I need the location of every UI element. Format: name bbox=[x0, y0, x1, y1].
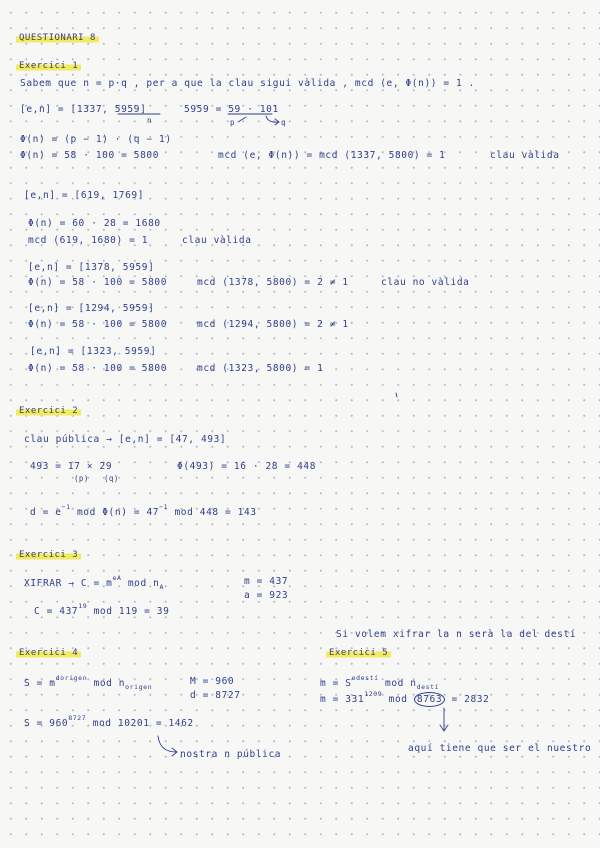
ex5-heading: Exercici 5 bbox=[326, 648, 391, 658]
ex1-c4-en: [e,n] = [1294, 5959] bbox=[28, 303, 155, 314]
ex1-c5-mcd: mcd (1323, 5800) = 1 bbox=[197, 363, 324, 374]
ex2-fact: 493 = 17 × 29 bbox=[30, 461, 113, 472]
ex3-heading: Exercici 3 bbox=[16, 550, 81, 560]
ex2-line1: clau pública → [e,n] = [47, 493] bbox=[24, 434, 227, 445]
ex4-calc: $S = 960^{8727}$ mod 10201 = 1462 bbox=[24, 714, 194, 730]
ex2-p-mark: (p) bbox=[74, 474, 89, 483]
ex1-c3-mcd: mcd (1378, 5800) = 2 ≠ 1 bbox=[197, 277, 349, 288]
ex1-c3-phi: Φ(n) = 58 · 100 = 5800 bbox=[28, 277, 168, 288]
ex5-calc: $m = 331^{1209}$ mod 8763 = 2832 bbox=[320, 690, 490, 706]
ex1-c4-phi: Φ(n) = 58 · 100 = 5800 bbox=[28, 319, 168, 330]
ex1-c1-p-mark: p bbox=[230, 118, 235, 127]
arrow-ex5-icon bbox=[440, 708, 448, 731]
ex2-d-line: $d = e^{-1}$ mod $\Phi(n) = 47^{-1}$ mod 448 = 143 bbox=[30, 503, 257, 519]
arrow-p-icon bbox=[238, 117, 246, 122]
ex1-c1-n-mark: n bbox=[147, 116, 152, 125]
ex1-c2-mcd: mcd (619, 1680) = 1 bbox=[28, 235, 149, 246]
ex4-heading: Exercici 4 bbox=[16, 648, 81, 658]
ex1-heading: Exercici 1 bbox=[16, 61, 81, 71]
ex1-intro: Sabem que n = p·q , per a que la clau sigui vàlida , mcd (e, Φ(n)) = 1 . bbox=[20, 78, 476, 89]
ex5-note: aquí tiene que ser el nuestro bbox=[408, 743, 592, 754]
ex1-c2-en: [e,n] = [619, 1769] bbox=[24, 190, 145, 201]
ex4-m: M = 960 bbox=[190, 676, 235, 687]
ex3-m: m = 437 bbox=[244, 576, 289, 587]
ex2-phi: Φ(493) = 16 · 28 = 448 bbox=[177, 461, 317, 472]
ex1-c1-verdict: clau vàlida bbox=[490, 150, 560, 161]
ex1-c5-phi: Φ(n) = 58 · 100 = 5800 bbox=[28, 363, 168, 374]
ex1-c3-verdict: clau no vàlida bbox=[381, 277, 470, 288]
ex1-c4-mcd: mcd (1294, 5800) = 2 ≠ 1 bbox=[197, 319, 349, 330]
arrow-ex4-icon bbox=[158, 736, 177, 756]
ex2-heading: Exercici 2 bbox=[16, 406, 81, 416]
ex2-q-mark: (q) bbox=[104, 474, 119, 483]
arrow-q-icon bbox=[266, 116, 279, 125]
ex3-cipher: XIFRAR → $C = m^{eA}$ mod $n_A$ bbox=[24, 574, 164, 592]
ex1-c2-phi: Φ(n) = 60 · 28 = 1680 bbox=[28, 218, 161, 229]
ex1-c1-phi-formula: Φ(n) = (p − 1) · (q − 1) bbox=[20, 134, 172, 145]
ex1-c5-en: [e,n] = [1323, 5959] bbox=[30, 346, 157, 357]
ex3-a: a = 923 bbox=[244, 590, 289, 601]
ex4-sign: $S = m^{dorigen}$ mod $n_{origen}$ bbox=[24, 674, 153, 692]
ex1-c1-fact: 5959 = 59 · 101 bbox=[184, 104, 279, 115]
ex5-circled-n: 8763 bbox=[414, 692, 445, 707]
ex1-c1-mcd: mcd (e, Φ(n)) = mcd (1337, 5800) = 1 bbox=[218, 150, 446, 161]
ex1-c1-q-mark: q bbox=[281, 118, 286, 127]
ex5-decrypt: $m = S^{edestí}$ mod $n_{destí}$ bbox=[320, 674, 440, 692]
ex1-c3-en: [e,n] = [1378, 5959] bbox=[28, 262, 155, 273]
ex3-calc: $C = 437^{19}$ mod 119 = 39 bbox=[34, 602, 170, 618]
ex1-c1-en: [e,n] = [1337, 5959] bbox=[20, 104, 147, 115]
stray-mark bbox=[396, 393, 397, 397]
ex4-note: nostra n pública bbox=[180, 749, 282, 760]
ex1-c2-verdict: clau vàlida bbox=[182, 235, 252, 246]
page-title: QUESTIONARI 8 bbox=[16, 33, 99, 43]
ex5-note-top: Si volem xifrar la n serà la del destí bbox=[336, 629, 577, 640]
ex1-c1-phi: Φ(n) = 58 · 100 = 5800 bbox=[20, 150, 160, 161]
ex4-d: d = 8727 bbox=[190, 690, 241, 701]
